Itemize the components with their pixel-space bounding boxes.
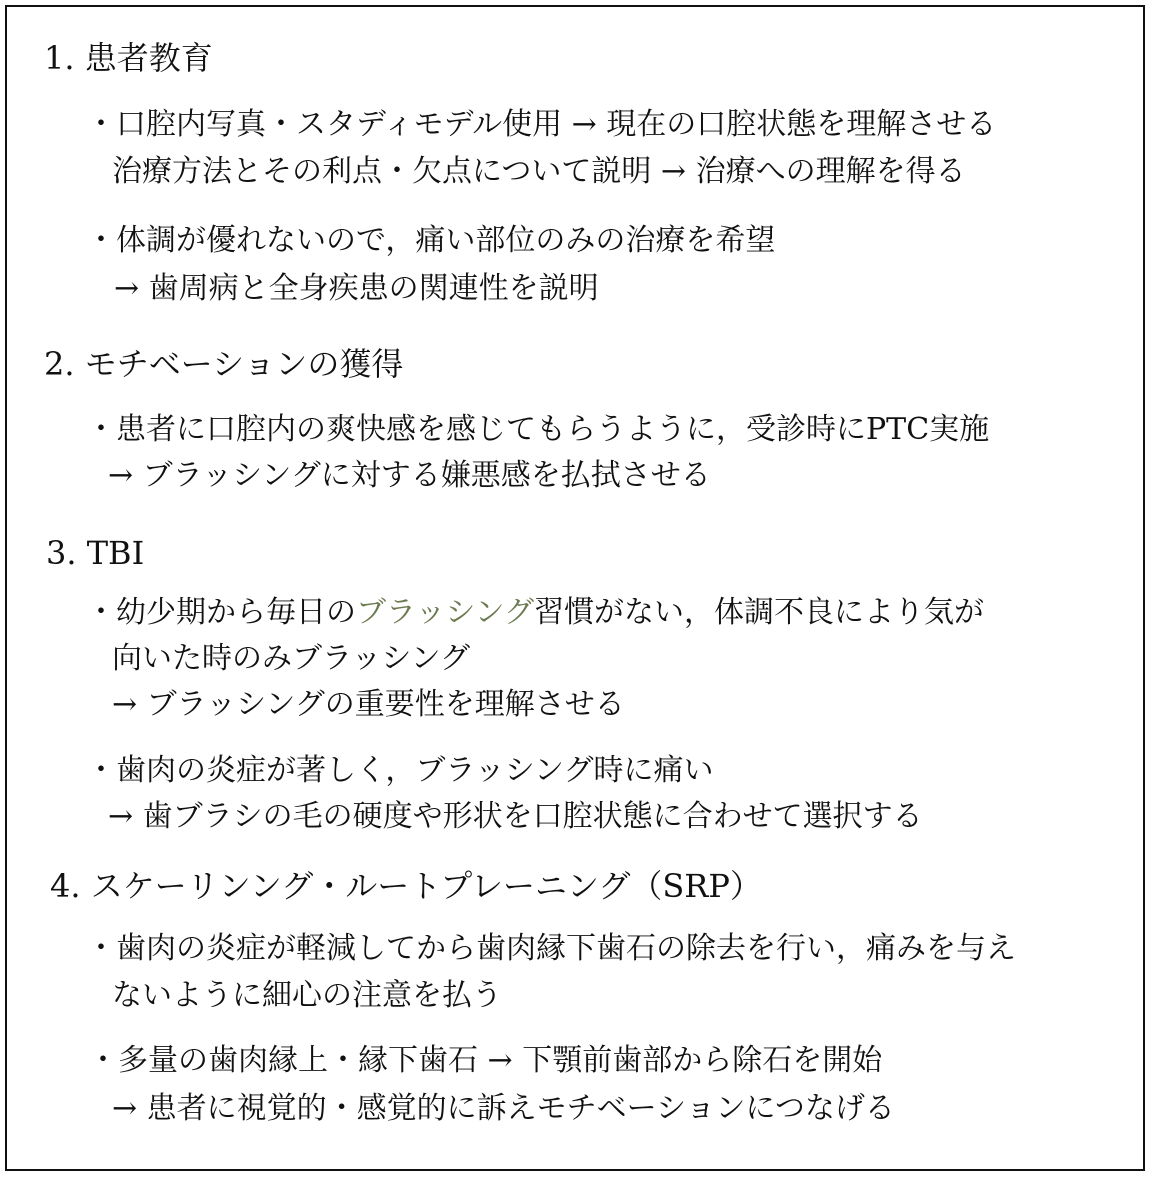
section-1-item-1-line-2: 治療方法とその利点・欠点について説明 → 治療への理解を得る: [112, 154, 966, 189]
section-4-heading: 4. スケーリンング・ルートプレーニング（SRP）: [50, 867, 762, 905]
section-4-item-2-line-1: ・多量の歯肉縁上・縁下歯石 → 下顎前歯部から除石を開始: [88, 1043, 883, 1078]
highlighted-brushing-term: ブラッシング: [356, 595, 535, 630]
section-1-heading: 1. 患者教育: [44, 39, 213, 77]
section-1-item-2-line-1: ・体調が優れないので，痛い部位のみの治療を希望: [86, 223, 776, 258]
section-3-item-2-line-1: ・歯肉の炎症が著しく，ブラッシング時に痛い: [86, 753, 714, 788]
section-3-item-2-line-2: → 歯ブラシの毛の硬度や形状を口腔状態に合わせて選択する: [108, 799, 923, 834]
section-3-item-1-line-3: → ブラッシングの重要性を理解させる: [112, 687, 625, 722]
section-1-item-2-line-2: → 歯周病と全身疾患の関連性を説明: [114, 271, 599, 306]
section-4-item-1-line-1: ・歯肉の炎症が軽減してから歯肉縁下歯石の除去を行い，痛みを与え: [86, 931, 1016, 966]
section-3-heading: 3. TBI: [46, 534, 145, 572]
section-3-item-1-line-2: 向いた時のみブラッシング: [112, 641, 471, 676]
section-3-item-1-line-1: [86, 595, 985, 630]
section-3-item-1-line-1-prefix: ・幼少期から毎日の: [86, 595, 356, 630]
section-2-item-1-line-2: → ブラッシングに対する嫌悪感を払拭させる: [108, 458, 711, 493]
section-3-item-1-line-1-suffix: 習慣がない，体調不良により気が: [534, 595, 985, 630]
section-2-item-1-line-1: ・患者に口腔内の爽快感を感じてもらうように，受診時にPTC実施: [86, 412, 990, 447]
section-4-item-1-line-2: ないように細心の注意を払う: [112, 978, 502, 1013]
section-2-heading: 2. モチベーションの獲得: [44, 345, 404, 383]
section-1-item-1-line-1: ・口腔内写真・スタディモデル使用 → 現在の口腔状態を理解させる: [86, 107, 997, 142]
section-4-item-2-line-2: → 患者に視覚的・感覚的に訴えモチベーションにつなげる: [112, 1091, 895, 1126]
